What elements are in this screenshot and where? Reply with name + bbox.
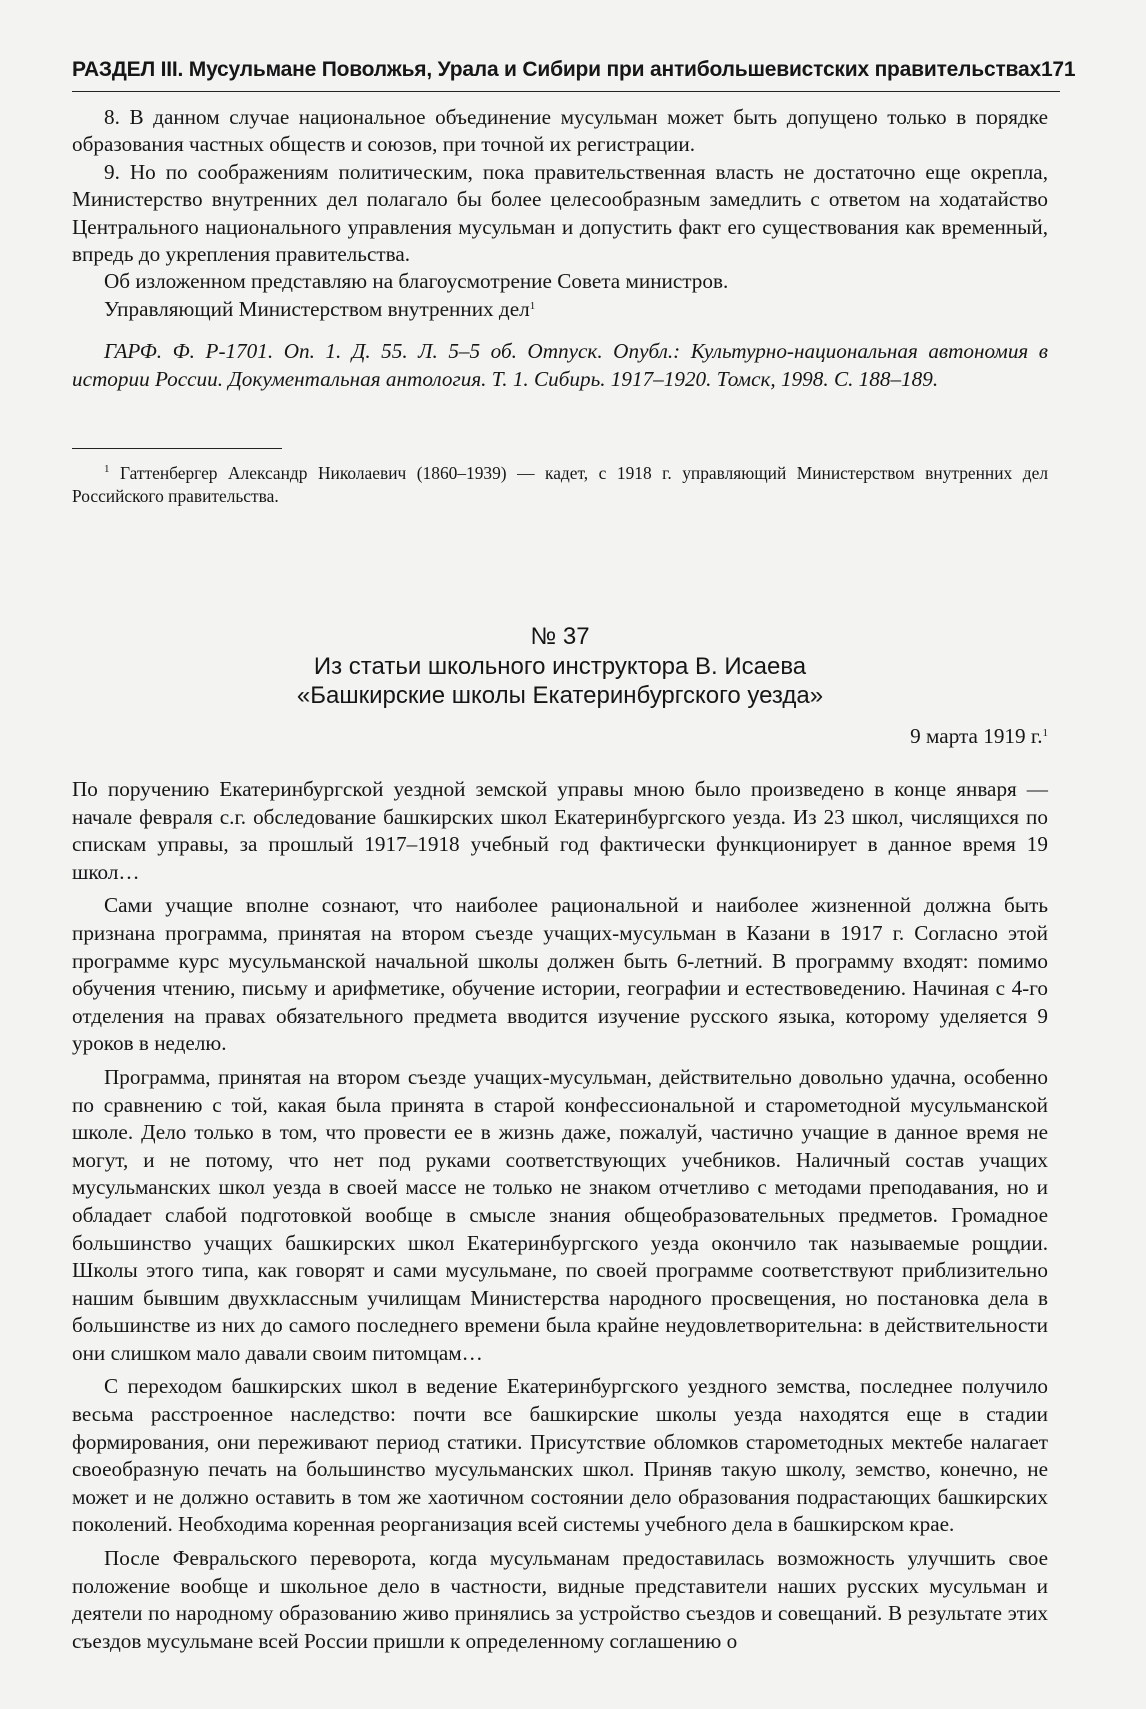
signature-footnote-marker: 1 [529, 299, 536, 312]
document-date [910, 724, 1048, 749]
document-body [72, 776, 1048, 1661]
paragraph-3: Программа, принятая на втором съезде учащих-мусульман, действительно довольно удачна, особенно по сравнению с той, какая была принята в старой конфессиональной и старометодной мусульманской школе. Дело только в том, что провести ее в жизнь даже, пожалуй, частично учащие в данное время не могут, и не потому, что нет под руками соответствующих учебников. Наличный состав учащих мусульманских школ уезда в своей массе не только не знаком отчетливо с методами преподавания, но и обладает слабой подготовкой вообще в смысле знания общеобразовательных предметов. Громадное большинство учащих башкирских школ Екатеринбургского уезда окончило так называемые рощдии. Школы этого типа, как говорят и сами мусульмане, по своей программе соответствуют приблизительно нашим бывшим двухклассным училищам Министерства народного просвещения, но постановка дела в большинстве из них до самого последнего времени была крайне неудовлетворительна: в действительности они слишком мало давали своим питомцам… [72, 1064, 1048, 1365]
running-header [72, 58, 1076, 82]
page-number: 171 [1040, 58, 1076, 81]
date-footnote-marker: 1 [1042, 727, 1048, 739]
clause-9: 9. Но по соображениям политическим, пока правительственная власть не достаточно еще окрепла, Министерство внутренних дел полагало бы более целесообразным замедлить с ответом на ходатайство Центрального национального управления мусульман и допустить факт его существования как временный, впредь до укрепления правительства. [72, 159, 1048, 267]
footnote-rule [72, 448, 282, 449]
footnote-text: Гаттенбергер Александр Николаевич (1860–1939) — кадет, с 1918 г. управляющий Министерством внутренних дел Российского правительства. [72, 463, 1048, 506]
document-heading [72, 622, 1048, 711]
signature-text: Управляющий Министерством внутренних дел [104, 296, 530, 321]
paragraph-1: По поручению Екатеринбургской уездной земской управы мною было произведено в конце января — начале февраля с.г. обследование башкирских школ Екатеринбургского уезда. Из 23 школ, числящихся по спискам управы, за прошлый 1917–1918 учебный год фактически функционирует в данное время 19 школ… [72, 777, 1048, 884]
section-title: РАЗДЕЛ III. Мусульмане Поволжья, Урала и Сибири при антибольшевистских правительствах [72, 58, 1041, 81]
archival-source: ГАРФ. Ф. Р-1701. Оп. 1. Д. 55. Л. 5–5 об. Отпуск. Опубл.: Культурно-национальная автономия в истории России. Документальная антология. Т. 1. Сибирь. 1917–1920. Томск, 1998. С. 188–189. [72, 339, 1048, 391]
paragraph-4: С переходом башкирских школ в ведение Екатеринбургского уездного земства, последнее получило весьма расстроенное наследство: почти все башкирские школы уезда находятся еще в стадии формирования, они переживают период статики. Присутствие обломков старометодных мектебе налагает своеобразную печать на большинство мусульманских школ. Приняв такую школу, земство, конечно, не может и не должно оставить в том же хаотичном состоянии дело образования подрастающих башкирских поколений. Необходима коренная реорганизация всей системы учебного дела в башкирском крае. [72, 1374, 1048, 1537]
document-title-line-2: «Башкирские школы Екатеринбургского уезда» [296, 682, 824, 709]
document-number: № 37 [530, 623, 590, 650]
closing-line: Об изложенном представляю на благоусмотрение Совета министров. [104, 269, 729, 294]
paragraph-2: Сами учащие вполне сознают, что наиболее рациональной и наиболее жизненной должна быть признана программа, принятая на втором съезде учащих-мусульман в Казани в 1917 г. Согласно этой программе курс мусульманской начальной школы должен быть 6-летний. В программу входят: помимо обучения чтению, письму и арифметике, обучение истории, географии и естествоведению. Начиная с 4-го отделения на правах обязательного предмета вводится изучение русского языка, которому уделяется 9 уроков в неделю. [72, 893, 1048, 1056]
clause-8: 8. В данном случае национальное объединение мусульман может быть допущено только в порядке образования частных обществ и союзов, при точной их регистрации. [72, 105, 1048, 157]
signature-line [72, 296, 1048, 323]
footnote [72, 462, 1048, 507]
previous-document-end [72, 104, 1048, 393]
document-date-text: 9 марта 1919 г. [910, 724, 1043, 748]
footnote-marker: 1 [104, 463, 110, 475]
paragraph-5: После Февральского переворота, когда мусульманам предоставилась возможность улучшить свое положение вообще и школьное дело в частности, видные представители наших русских мусульман и деятели по народному образованию живо принялись за устройство съездов и совещаний. В результате этих съездов мусульмане всей России пришли к определенному соглашению о [72, 1546, 1048, 1653]
document-title-line-1: Из статьи школьного инструктора В. Исаева [313, 652, 807, 680]
header-rule [72, 91, 1060, 92]
